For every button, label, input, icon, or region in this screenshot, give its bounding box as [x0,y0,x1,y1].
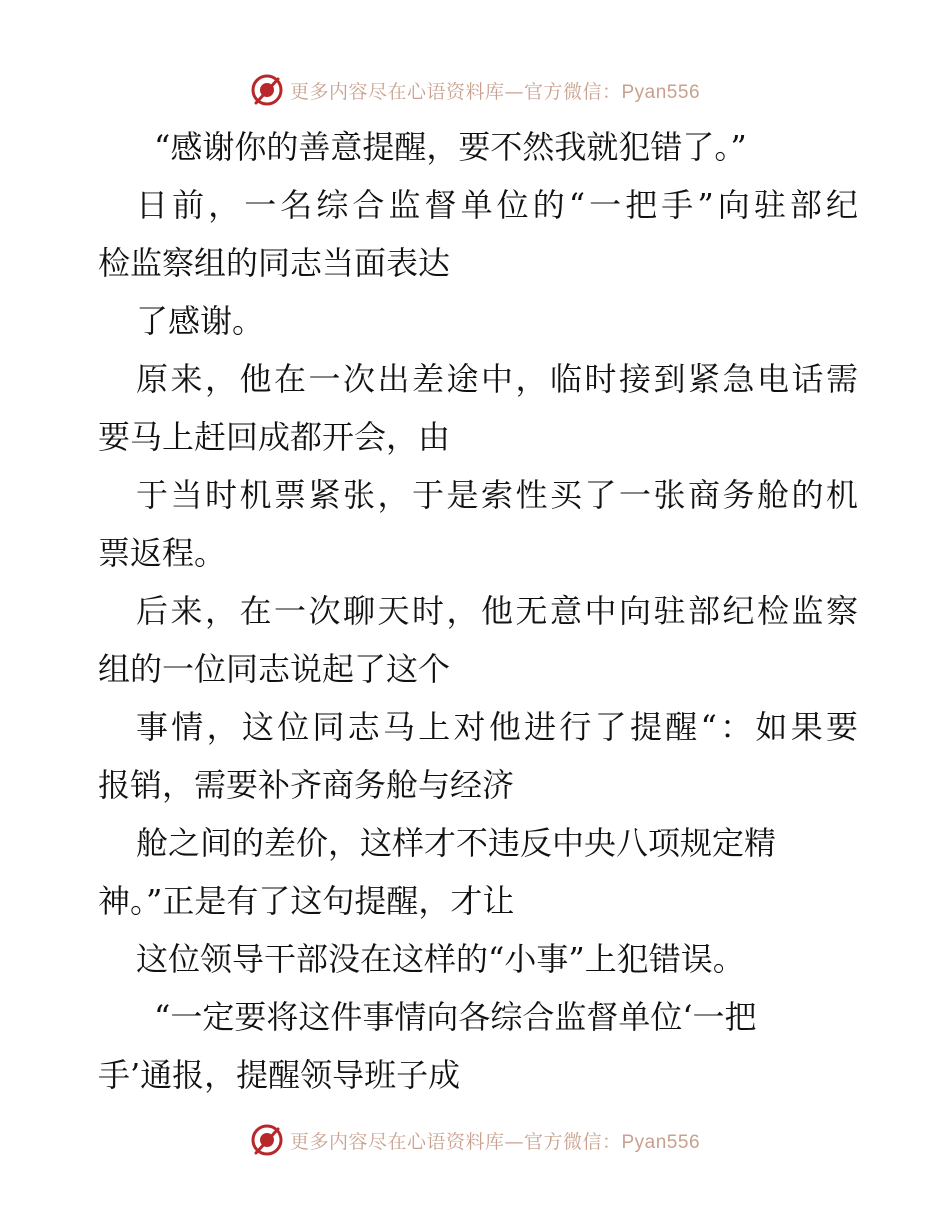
text-line: 这位领导干部没在这样的“小事”上犯错误。 [136,940,745,978]
text-line: 舱之间的差价，这样才不违反中央八项规定精 [136,824,777,862]
brand-logo-icon [250,1123,284,1157]
text-line: 报销，需要补齐商务舱与经济 [98,766,515,804]
text-line: 后来，在一次聊天时，他无意中向驻部纪检监察 [136,592,858,630]
article-body [98,118,858,1104]
text-line: 神。”正是有了这句提醒，才让 [98,882,515,920]
header-banner-tail: 官方微信：Pyan556 [524,81,701,103]
text-line: 原来，他在一次出差途中，临时接到紧急电话需 [136,360,858,398]
footer-banner-tail: 官方微信：Pyan556 [524,1131,701,1153]
brand-logo-icon [250,73,284,107]
text-line: 了感谢。 [136,302,265,340]
text-line: 票返程。 [98,534,227,572]
header-banner-lead: 更多内容尽在心语资料库— [289,80,524,103]
text-line: 于当时机票紧张，于是索性买了一张商务舱的机 [136,476,858,514]
text-line: 手’通报，提醒领导班子成 [98,1056,461,1094]
footer-banner [0,1120,950,1160]
text-line: “一定要将这件事情向各综合监督单位‘一把 [154,998,757,1036]
text-line: 要马上赶回成都开会，由 [98,418,451,456]
text-line: 检监察组的同志当面表达 [98,244,451,282]
text-line: “感谢你的善意提醒，要不然我就犯错了。” [154,128,747,166]
text-line: 事情，这位同志马上对他进行了提醒“：如果要 [136,708,858,746]
text-line: 组的一位同志说起了这个 [98,650,451,688]
text-line: 日前，一名综合监督单位的“一把手”向驻部纪 [136,186,858,224]
footer-banner-lead: 更多内容尽在心语资料库— [289,1130,524,1153]
header-banner [0,70,950,110]
